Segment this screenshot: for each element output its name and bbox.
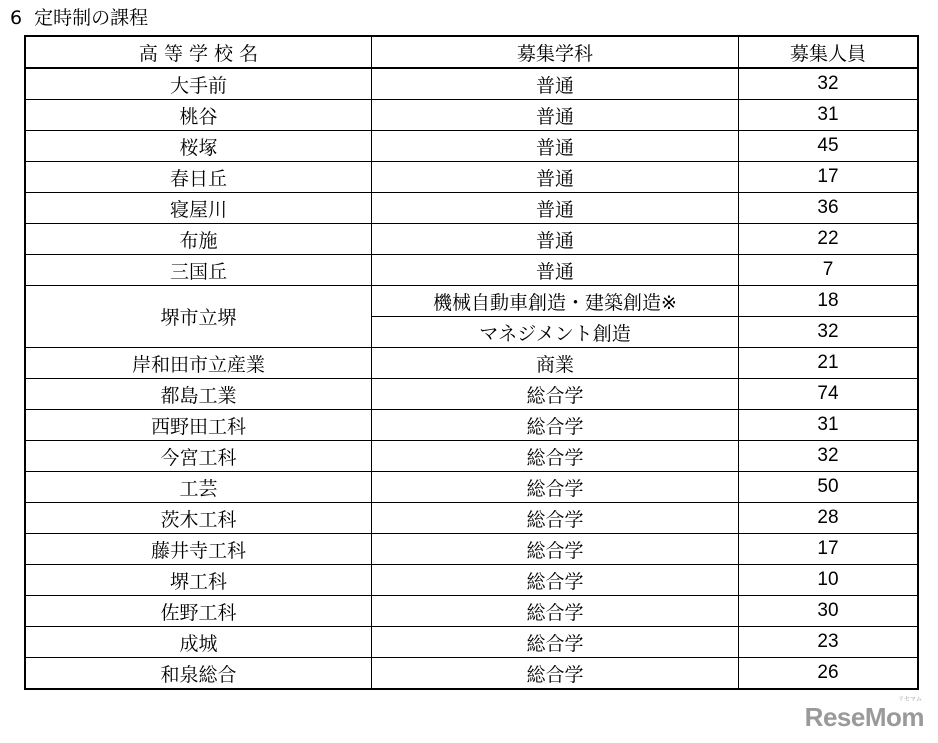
department: 総合学 — [372, 596, 739, 627]
school-name: 茨木工科 — [25, 503, 372, 534]
table-row — [25, 596, 918, 627]
resemom-watermark-logo — [804, 697, 924, 733]
table-row — [25, 224, 918, 255]
school-name: 三国丘 — [25, 255, 372, 286]
table-row — [25, 131, 918, 162]
header-recruit-count: 募集人員 — [739, 36, 919, 68]
department: 総合学 — [372, 379, 739, 410]
recruit-count: 17 — [739, 534, 919, 565]
table-row — [25, 162, 918, 193]
recruit-count: 32 — [739, 68, 919, 100]
school-name: 布施 — [25, 224, 372, 255]
school-name: 都島工業 — [25, 379, 372, 410]
school-name: 成城 — [25, 627, 372, 658]
table-row — [25, 410, 918, 441]
school-name: 工芸 — [25, 472, 372, 503]
department: 総合学 — [372, 534, 739, 565]
department: 普通 — [372, 100, 739, 131]
recruit-count: 7 — [739, 255, 919, 286]
table-row — [25, 379, 918, 410]
department: 総合学 — [372, 503, 739, 534]
recruit-count: 10 — [739, 565, 919, 596]
table-row — [25, 441, 918, 472]
table-row — [25, 534, 918, 565]
department: 普通 — [372, 193, 739, 224]
table-row — [25, 100, 918, 131]
department: 普通 — [372, 255, 739, 286]
watermark-kana: リセマム — [898, 697, 922, 703]
recruit-count: 30 — [739, 596, 919, 627]
department: 普通 — [372, 162, 739, 193]
department: マネジメント創造 — [372, 317, 739, 348]
department: 総合学 — [372, 565, 739, 596]
recruit-count: 26 — [739, 658, 919, 690]
section-title: 6 定時制の課程 — [10, 7, 149, 29]
department: 機械自動車創造・建築創造※ — [372, 286, 739, 317]
school-name: 桜塚 — [25, 131, 372, 162]
school-name: 西野田工科 — [25, 410, 372, 441]
department: 総合学 — [372, 658, 739, 690]
school-name: 桃谷 — [25, 100, 372, 131]
recruit-count: 17 — [739, 162, 919, 193]
table-row — [25, 286, 918, 317]
department: 普通 — [372, 68, 739, 100]
recruit-count: 23 — [739, 627, 919, 658]
department: 総合学 — [372, 627, 739, 658]
table-row — [25, 627, 918, 658]
recruit-count: 45 — [739, 131, 919, 162]
school-name: 春日丘 — [25, 162, 372, 193]
recruit-count: 32 — [739, 441, 919, 472]
recruitment-table — [24, 35, 919, 690]
table-row — [25, 658, 918, 690]
table-row — [25, 503, 918, 534]
recruit-count: 18 — [739, 286, 919, 317]
recruit-count: 31 — [739, 410, 919, 441]
recruit-count: 21 — [739, 348, 919, 379]
school-name: 岸和田市立産業 — [25, 348, 372, 379]
department: 商業 — [372, 348, 739, 379]
school-name: 大手前 — [25, 68, 372, 100]
recruit-count: 50 — [739, 472, 919, 503]
school-name: 藤井寺工科 — [25, 534, 372, 565]
table-row — [25, 68, 918, 100]
school-name: 今宮工科 — [25, 441, 372, 472]
school-name: 和泉総合 — [25, 658, 372, 690]
department: 総合学 — [372, 472, 739, 503]
table-row — [25, 472, 918, 503]
recruit-count: 28 — [739, 503, 919, 534]
school-name: 堺市立堺 — [25, 286, 372, 348]
recruit-count: 32 — [739, 317, 919, 348]
table-header-row — [25, 36, 918, 68]
watermark-text: ReseMom — [804, 702, 924, 732]
school-name: 佐野工科 — [25, 596, 372, 627]
department: 普通 — [372, 131, 739, 162]
recruit-count: 31 — [739, 100, 919, 131]
recruit-count: 22 — [739, 224, 919, 255]
header-school-name: 高 等 学 校 名 — [25, 36, 372, 68]
table-row — [25, 565, 918, 596]
table-row — [25, 348, 918, 379]
table-row — [25, 255, 918, 286]
recruit-count: 36 — [739, 193, 919, 224]
table-row — [25, 193, 918, 224]
department: 総合学 — [372, 441, 739, 472]
school-name: 堺工科 — [25, 565, 372, 596]
header-department: 募集学科 — [372, 36, 739, 68]
department: 普通 — [372, 224, 739, 255]
school-name: 寝屋川 — [25, 193, 372, 224]
recruit-count: 74 — [739, 379, 919, 410]
department: 総合学 — [372, 410, 739, 441]
